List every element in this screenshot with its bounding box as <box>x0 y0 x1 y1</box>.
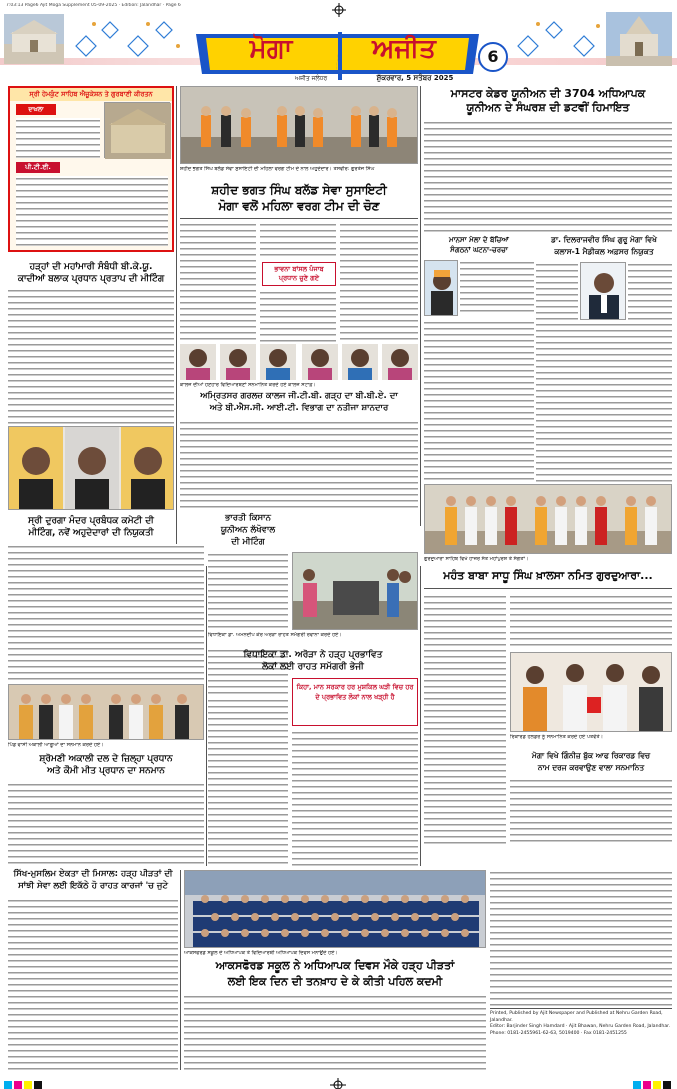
blood-society-photo-caption: ਸ਼ਹੀਦ ਭਗਤ ਸਿੰਘ ਬਲੱਡ ਸੇਵਾ ਸੁਸਾਇਟੀ ਦੀ ਮਹਿਲਾ ਵਰਗ ਟੀਮ ਦੇ ਨਾਲ ਅਹੁਦੇਦਾਰ। ਤਸਵੀਰ: ਗੁਰਤੇਜ ਸਿੰਘ <box>180 166 418 180</box>
masthead-title-left: ਮੋਗਾ <box>249 34 293 64</box>
imprint-box <box>490 1008 672 1070</box>
masthead-photo-left <box>4 14 64 64</box>
durga-mandir-body <box>8 544 204 680</box>
print-slug: 7:03:13 Page6 Ajit Moga Supplement 05-09-2025 · Edition: Jalandhar · Page 6 <box>6 3 181 8</box>
college-result-body <box>180 420 418 512</box>
principal-photo <box>580 262 626 320</box>
farmer-union-body <box>208 552 288 694</box>
mahant-headline: ਮਹੰਤ ਬਾਬਾ ਸਾਧੂ ਸਿੰਘ ਖ਼ਾਲਸਾ ਨਮਿਤ ਗੁਰਦੁਆਰਾ... <box>443 569 653 582</box>
flood-meeting-headline-2: ਕਾਦੀਆਂ ਬਲਾਕ ਪ੍ਰਧਾਨ ਪ੍ਰਤਾਪ ਦੀ ਮੀਟਿੰਗ <box>17 274 165 284</box>
ad-badge: ਪੀ.ਟੀ.ਈ. <box>16 162 60 173</box>
flood-relief-headline-2: ਲੋਕਾਂ ਲਈ ਰਾਹਤ ਸਮੱਗਰੀ ਭੇਜੀ <box>262 662 364 672</box>
ad-body-lower <box>16 176 168 246</box>
sikh-muslim-body <box>8 898 178 1070</box>
flood-relief-body-2 <box>208 698 288 866</box>
mela-side-headline-2: ਸੰਗਠਨਾਂ ਘਟਨਾ-ਚਰਚਾ <box>450 246 508 254</box>
akali-dal-body <box>8 782 204 866</box>
masthead-title-right: ਅਜੀਤ <box>372 34 436 64</box>
imprint-line-2: Editor: Barjinder Singh Hamdard · Ajit Bhawan, Nehru Garden Road, Jalandhar. <box>490 1024 671 1029</box>
oxford-school-body <box>184 994 486 1070</box>
oxford-school-photo <box>184 870 486 948</box>
mahant-body-2 <box>510 594 672 650</box>
oxford-school-headline-1: ਆਕਸਫੋਰਡ ਸਕੂਲ ਨੇ ਅਧਿਆਪਕ ਦਿਵਸ ਮੌਕੇ ਹੜ੍ਹ ਪੀੜਤਾਂ <box>215 959 455 972</box>
principal-headline-1: ਡਾ. ਦਿਲਰਾਜਵੀਰ ਸਿੰਘ ਗੁਰੂ ਮੋਗਾ ਵਿਖੇ <box>551 235 657 244</box>
masthead-sub-paper: ਅਜੀਤ ਜਲੰਧਰ <box>294 75 328 82</box>
akali-dal-headline-1: ਸ਼੍ਰੋਮਣੀ ਅਕਾਲੀ ਦਲ ਦੇ ਜ਼ਿਲ੍ਹਾ ਪ੍ਰਧਾਨ <box>39 754 173 764</box>
ad-body <box>16 118 100 158</box>
principal-headline-2: ਕਲਾਸ-1 ਮੈਡੀਕਲ ਅਫ਼ਸਰ ਨਿਯੁਕਤ <box>554 247 654 256</box>
ad-title: ਸ੍ਰੀ ਹੇਮਕੁੰਟ ਸਾਹਿਬ ਐਜੂਕੇਸ਼ਨ ਤੇ ਗੁਰਬਾਣੀ ਕੀਰਤਨ <box>10 88 172 101</box>
blood-society-body-4 <box>260 290 336 342</box>
lead-headline-1: ਮਾਸਟਰ ਕੇਡਰ ਯੂਨੀਅਨ ਦੀ 3704 ਅਧਿਆਪਕ <box>450 87 646 100</box>
blood-society-callout-text: ਭਾਵਨਾ ਬਾਂਸਲ ਪੰਜਾਬ ਪ੍ਰਧਾਨ ਚੁਣੇ ਗਏ <box>274 265 324 282</box>
principal-body-2 <box>628 262 672 320</box>
guinness-headline-1: ਮੋਗਾ ਵਿਖੇ ਗਿੰਨੀਜ਼ ਬੁੱਕ ਆਫ ਰਿਕਾਰਡ ਵਿਚ <box>531 751 651 760</box>
mela-side-body <box>460 260 534 316</box>
akali-dal-headline-2: ਅਤੇ ਕੌਮੀ ਮੀਤ ਪ੍ਰਧਾਨ ਦਾ ਸਨਮਾਨ <box>47 766 165 776</box>
flood-relief-body-1 <box>208 678 288 696</box>
ad-box <box>8 86 174 252</box>
durga-mandir-headline-1: ਸ੍ਰੀ ਦੁਰਗਾ ਮੰਦਰ ਪ੍ਰਬੰਧਕ ਕਮੇਟੀ ਦੀ <box>28 516 154 526</box>
college-portraits-caption: ਕਾਲਜ ਦੀਆਂ ਹੋਣਹਾਰ ਵਿਦਿਆਰਥਣਾਂ ਸਨਮਾਨਿਤ ਕਰਦੇ ਹੋਏ ਕਾਲਜ ਸਟਾਫ਼। <box>180 382 418 390</box>
mahant-photo <box>424 484 672 554</box>
oxford-school-photo-caption: ਆਕਸਫੋਰਡ ਸਕੂਲ ਦੇ ਅਧਿਆਪਕ ਤੇ ਵਿਦਿਆਰਥੀ ਅਧਿਆਪਕ ਦਿਵਸ ਮਨਾਉਂਦੇ ਹੋਏ। <box>184 950 486 958</box>
page-number: 6 <box>487 47 499 66</box>
mahant-body-1 <box>424 594 506 844</box>
guinness-photo <box>510 652 672 732</box>
lead-body <box>424 120 672 232</box>
farmer-union-headline-3: ਦੀ ਮੀਟਿੰਗ <box>231 537 265 547</box>
flood-relief-callout-text: ਕਿਹਾ, ਮਾਨ ਸਰਕਾਰ ਹਰ ਮੁਸ਼ਕਿਲ ਘੜੀ ਵਿਚ ਹਰ ਦੇ ਪ੍ਰਭਾਵਿਤ ਲੋਕਾਂ ਨਾਲ ਖੜ੍ਹੀ ਹੈ <box>296 683 414 701</box>
flood-relief-callout <box>292 678 418 726</box>
flood-meeting-photo <box>8 426 174 510</box>
blood-society-headline-1: ਸ਼ਹੀਦ ਭਗਤ ਸਿੰਘ ਬਲੱਡ ਸੇਵਾ ਸੁਸਾਇਟੀ <box>211 183 387 197</box>
ad-photo <box>104 102 170 158</box>
blood-society-body-1 <box>180 222 256 342</box>
durga-mandir-headline-2: ਮੀਟਿੰਗ, ਨਵੇਂ ਅਹੁਦੇਦਾਰਾਂ ਦੀ ਨਿਯੁਕਤੀ <box>28 528 154 538</box>
farmer-union-headline-2: ਯੂਨੀਅਨ ਲੱਖੋਵਾਲ <box>220 525 276 535</box>
blood-society-callout <box>262 262 336 286</box>
ad-tag: ਦਾਖ਼ਲਾ <box>16 104 56 115</box>
mela-side-headline-1: ਮਾਨਸਾ ਮੇਲਾ ਦੇ ਬੱਚਿਆਂ <box>449 236 509 244</box>
mela-side-photo <box>424 260 458 316</box>
farmer-union-headline-1: ਭਾਰਤੀ ਕਿਸਾਨ <box>225 513 271 523</box>
masthead-kites-left <box>70 16 190 60</box>
blood-society-body-2 <box>260 222 336 258</box>
masthead-kites-right <box>512 16 612 60</box>
guinness-photo-caption: ਰਿਕਾਰਡ ਹੋਲਡਰ ਨੂੰ ਸਨਮਾਨਿਤ ਕਰਦੇ ਹੋਏ ਪਤਵੰਤੇ। <box>510 734 672 748</box>
color-calibration-strip <box>0 1076 677 1089</box>
blood-society-headline-2: ਮੋਗਾ ਵਲੋਂ ਮਹਿਲਾ ਵਰਗ ਟੀਮ ਦੀ ਚੋਣ <box>218 199 380 213</box>
flood-meeting-headline-1: ਹੜ੍ਹਾਂ ਦੀ ਮਹਾਂਮਾਰੀ ਸੰਬੰਧੀ ਬੀ.ਕੇ.ਯੂ. <box>29 262 153 272</box>
guinness-body <box>510 778 672 844</box>
oxford-school-headline-2: ਲਈ ਇਕ ਦਿਨ ਦੀ ਤਨਖ਼ਾਹ ਦੇ ਕੇ ਕੀਤੀ ਪਹਿਲ ਕਦਮੀ <box>227 975 443 988</box>
flood-relief-photo-caption: ਵਿਧਾਇਕਾ ਡਾ. ਅਮਨਦੀਪ ਕੌਰ ਅਰੋੜਾ ਰਾਹਤ ਸਮੱਗਰੀ ਰਵਾਨਾ ਕਰਦੇ ਹੋਏ। <box>208 632 418 646</box>
flood-meeting-body <box>8 288 174 424</box>
blood-society-portraits <box>180 344 418 380</box>
guinness-headline-2: ਨਾਮ ਦਰਜ ਕਰਵਾਉਣ ਵਾਲਾ ਸਨਮਾਨਿਤ <box>537 763 645 772</box>
blood-society-body-3 <box>340 222 418 342</box>
flood-relief-headline-1: ਵਿਧਾਇਕਾ ਡਾ. ਅਰੋੜਾ ਨੇ ਹੜ੍ਹ ਪ੍ਰਭਾਵਿਤ <box>243 650 383 660</box>
masthead-date: ਸ਼ੁੱਕਰਵਾਰ, 5 ਸਤੰਬਰ 2025 <box>376 74 454 82</box>
akali-dal-photo-caption: ਪਿੰਡ ਵਾਸੀ ਅਕਾਲੀ ਆਗੂਆਂ ਦਾ ਸਨਮਾਨ ਕਰਦੇ ਹੋਏ। <box>8 742 204 750</box>
flood-relief-body-3 <box>292 730 418 866</box>
flood-relief-photo <box>292 552 418 630</box>
imprint-line-1: Printed, Published by Ajit Newspaper and Published at Nehru Garden Road, Jalandhar. <box>490 1011 663 1023</box>
college-result-headline-1: ਅਮ੍ਰਿਤਸਰ ਗਰਲਜ਼ ਕਾਲਜ ਜੀ.ਟੀ.ਬੀ. ਗੜ੍ਹ ਦਾ ਬੀ.ਬੀ.ਏ. ਦਾ <box>200 391 398 401</box>
imprint-line-3: Phone: 0181-2455961-62-63, 5019400 · Fax 0181-2451255 <box>490 1030 627 1036</box>
college-result-headline-2: ਅਤੇ ਬੀ.ਐਸ.ਸੀ. ਆਈ.ਟੀ. ਵਿਭਾਗ ਦਾ ਨਤੀਜਾ ਸ਼ਾਨਦਾਰ <box>209 403 389 413</box>
registration-mark-top <box>332 2 346 16</box>
page-number-badge <box>478 42 508 72</box>
principal-body-1 <box>536 262 578 320</box>
masthead-photo-right <box>606 12 672 66</box>
sikh-muslim-headline-2: ਸਾਂਝੀ ਸੇਵਾ ਲਈ ਇਕੱਠੇ ਹੋ ਰਾਹਤ ਕਾਰਜਾਂ 'ਚ ਜੁਟੇ <box>18 881 168 891</box>
sikh-muslim-headline-1: ਸਿੱਖ-ਮੁਸਲਿਮ ਏਕਤਾ ਦੀ ਮਿਸਾਲ: ਹੜ੍ਹ ਪੀੜਤਾਂ ਦੀ <box>13 869 173 879</box>
akali-dal-photo <box>8 684 204 740</box>
right-bottom-body <box>490 870 672 1006</box>
blood-society-photo <box>180 86 418 164</box>
mahant-photo-caption: ਗੁਰਦੁਆਰਾ ਸਾਹਿਬ ਵਿਖੇ ਹਾਜ਼ਰ ਸੰਤ ਮਹਾਂਪੁਰਸ਼ ਤੇ ਸੰਗਤਾਂ। <box>424 556 672 564</box>
lead-headline-2: ਯੂਨੀਅਨ ਦੇ ਸੰਘਰਸ਼ ਦੀ ਡਟਵੀਂ ਹਿਮਾਇਤ <box>466 101 630 114</box>
